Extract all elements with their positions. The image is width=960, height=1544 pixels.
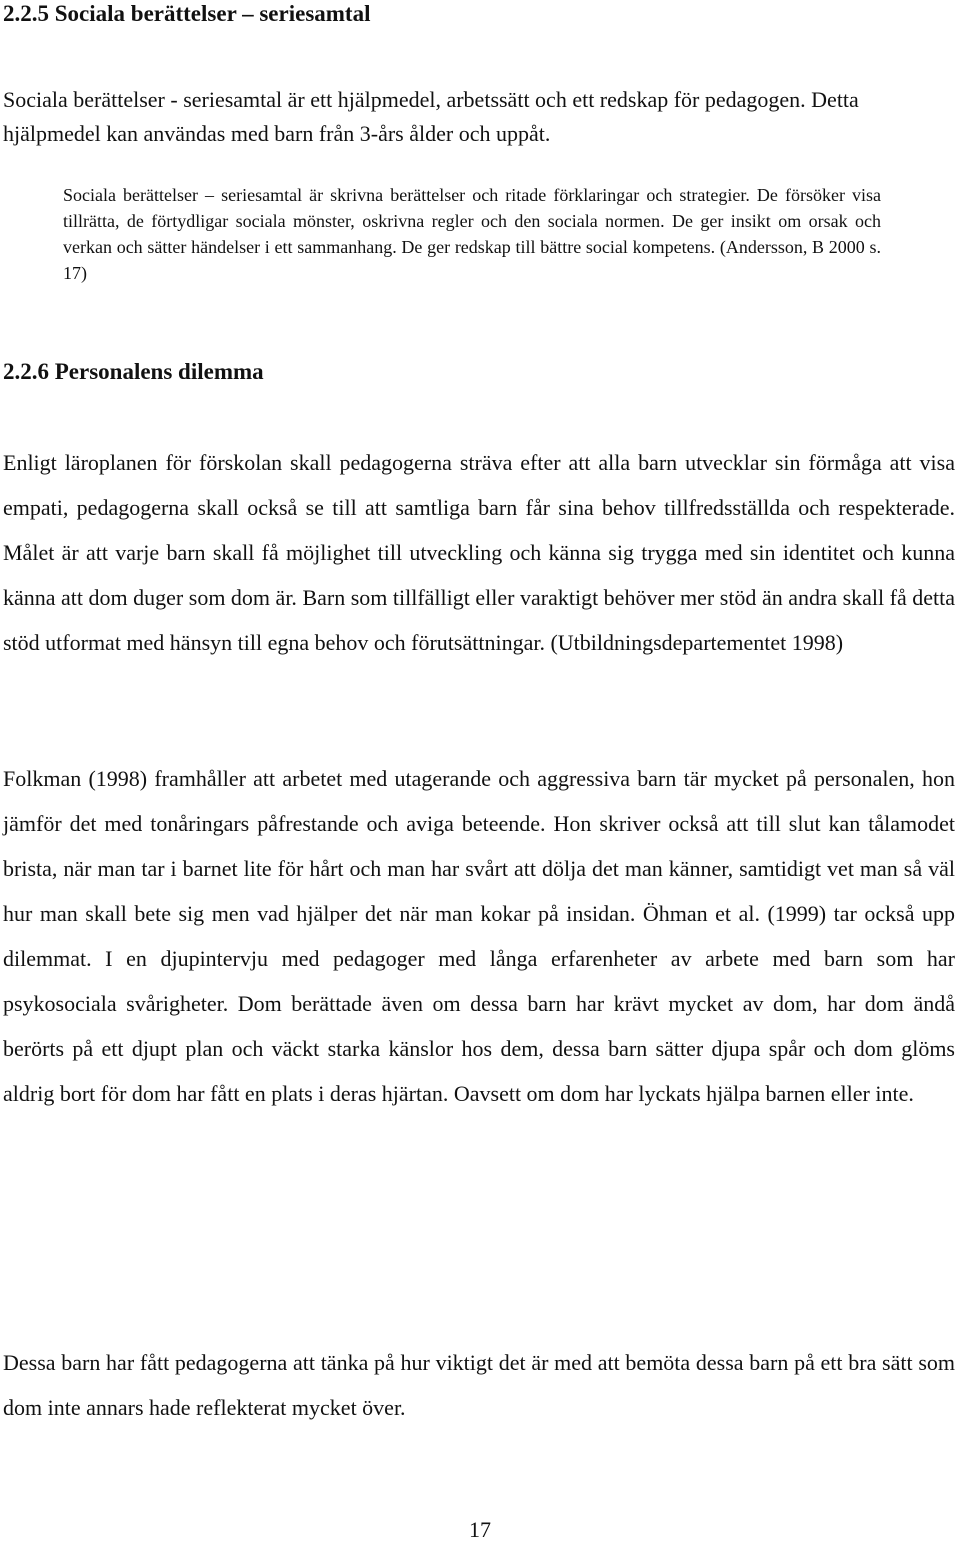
body-paragraph-folkman: Folkman (1998) framhåller att arbetet med utagerande och aggressiva barn tär mycket på personalen, hon jämför det med tonåringars påfrestande och aviga beteende. Hon skriver också att till slut kan tålamodet brista, när man tar i barnet lite för hårt och man har svårt att dölja det man känner, samtidigt vet man så väl hur man skall bete sig men vad hjälper det när man kokar på insidan. Öhman et al. (1999) tar också upp dilemmat. I en djupintervju med pedagoger med långa erfarenheter av arbete med barn som har psykosociala svårigheter. Dom berättade även om dessa barn har krävt mycket av dom, har dom ändå berörts på ett djupt plan och väckt starka känslor hos dem, dessa barn sätter djupa spår och dom glöms aldrig bort för dom har fått en plats i deras hjärtan. Oavsett om dom har lyckats hjälpa barnen eller inte.	[3, 766, 955, 1106]
body-paragraph-conclusion: Dessa barn har fått pedagogerna att tänka på hur viktigt det är med att bemöta dessa barn på ett bra sätt som dom inte annars hade reflekterat mycket över.	[3, 1350, 955, 1420]
section-heading-personalens-dilemma: 2.2.6 Personalens dilemma	[3, 359, 264, 384]
body-paragraph-laroplan: Enligt läroplanen för förskolan skall pedagogerna sträva efter att alla barn utvecklar sin förmåga att visa empati, pedagogerna skall också se till att samtliga barn får sina behov tillfredsställda och respekterade. Målet är att varje barn skall få möjlighet till utveckling och känna sig trygga med sin identitet och kunna känna att dom duger som dom är. Barn som tillfälligt eller varaktigt behöver mer stöd än andra skall få detta stöd utformat med hänsyn till egna behov och förutsättningar. (Utbildningsdepartementet 1998)	[3, 450, 955, 655]
section-heading-sociala-berattelser: 2.2.5 Sociala berättelser – seriesamtal	[3, 1, 371, 26]
page-number: 17	[469, 1517, 491, 1542]
intro-paragraph: Sociala berättelser - seriesamtal är ett hjälpmedel, arbetssätt och ett redskap för pedagogen. Detta hjälpmedel kan användas med barn från 3-års ålder och uppåt.	[3, 87, 859, 146]
block-quote: Sociala berättelser – seriesamtal är skrivna berättelser och ritade förklaringar och strategier. De försöker visa tillrätta, de förtydligar sociala mönster, oskrivna regler och den sociala normen. De ger insikt om orsak och verkan och sätter händelser i ett sammanhang. De ger redskap till bättre social kompetens. (Andersson, B 2000 s. 17)	[63, 185, 881, 283]
